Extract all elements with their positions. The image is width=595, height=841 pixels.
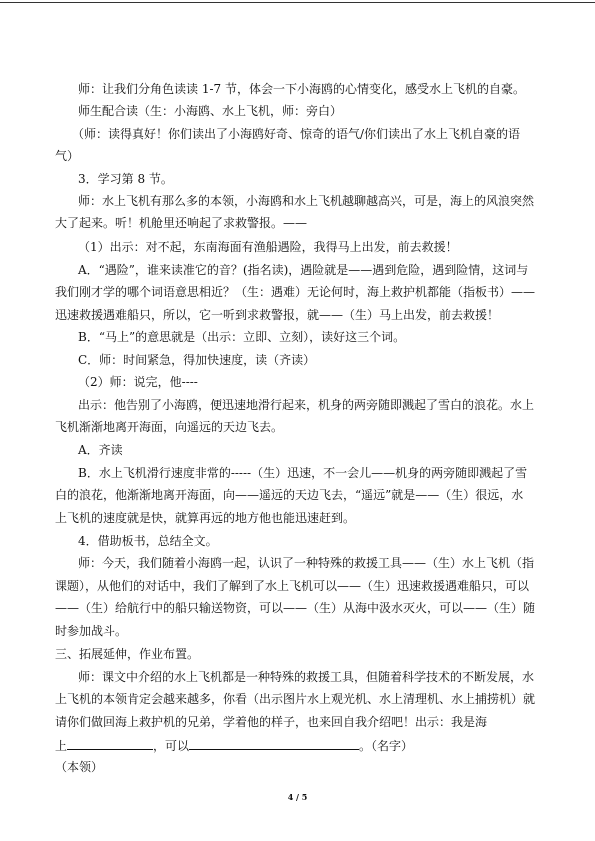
text-line: 师：课文中介绍的水上飞机都是一种特殊的救援工具，但随着科学技术的不断发展，水	[78, 670, 535, 684]
text-line: （本领）	[55, 760, 104, 774]
text-line: 4．借助板书，总结全文。	[78, 534, 218, 548]
text-line: ——（生）给航行中的船只输送物资，可以——（生）从海中汲水灭火，可以——（生）随	[55, 601, 536, 615]
text-line: 我们刚才学的哪个词语意思相近？（生：遇难）无论何时，海上救护机都能（指板书）——	[55, 285, 536, 299]
text-line: （2）师：说完，他----	[78, 375, 198, 389]
text-line: 迅速救援遇难船只，所以，它一听到求救警报，就——（生）马上出发，前去救援！	[55, 308, 500, 322]
text-line: 请你们做回海上救护机的兄弟，学着他的样子，也来回自我介绍吧！出示：我是海	[55, 715, 488, 729]
fill-in-line	[55, 737, 413, 753]
text-line: 上飞机的本领肯定会越来越多，你看（出示图片水上观光机、水上清理机、水上捕捞机）就	[55, 692, 536, 706]
fill-in-middle: ，可以	[153, 739, 190, 753]
text-line: 气）	[55, 149, 80, 163]
page-number: 4 / 5	[287, 792, 308, 802]
fill-in-prefix: 上	[55, 739, 68, 753]
text-line: 出示：他告别了小海鸥，便迅速地滑行起来，机身的两旁随即溅起了雪白的浪花。水上	[78, 398, 535, 412]
text-line: 大了起来。听！机舱里还响起了求救警报。——	[55, 216, 308, 230]
text-line: 白的浪花，他渐渐地离开海面，向——遥远的天边飞去，“遥远”就是——（生）很远，水	[55, 488, 524, 502]
text-line: 师生配合读（生：小海鸥、水上飞机，师：旁白）	[78, 104, 343, 118]
text-line: B．水上飞机滑行速度非常的-----（生）迅速，不一会儿——机身的两旁随即溅起了雪	[78, 466, 528, 480]
fill-in-suffix: 。（名字）	[359, 739, 414, 753]
name-blank	[67, 737, 153, 750]
text-line: （师：读得真好！你们读出了小海鸥好奇、惊奇的语气/你们读出了水上飞机自豪的语	[72, 127, 521, 141]
text-line: 师：让我们分角色读读 1-7 节，体会一下小海鸥的心情变化，感受水上飞机的自豪。	[78, 82, 525, 96]
text-line: 3．学习第 8 节。	[78, 172, 173, 186]
text-line: （1）出示：对不起，东南海面有渔船遇险，我得马上出发，前去救援！	[78, 240, 458, 254]
text-line: 上飞机的速度就是快，就算再远的地方他也能迅速赶到。	[55, 511, 356, 525]
text-line: 师：水上飞机有那么多的本领，小海鸥和水上飞机越聊越高兴，可是，海上的风浪突然	[78, 194, 535, 208]
text-line: C．师：时间紧急，得加快速度，读（齐读）	[78, 353, 316, 367]
ability-blank	[189, 737, 359, 750]
text-line: 课题），从他们的对话中，我们了解到了水上飞机可以——（生）迅速救援遇难船只，可以	[55, 579, 530, 593]
section-heading: 三、拓展延伸，作业布置。	[55, 647, 200, 661]
text-line: 飞机渐渐地离开海面，向遥远的天边飞去。	[55, 420, 284, 434]
text-line: B．“马上”的意思就是（出示：立即、立刻），读好这三个词。	[78, 330, 406, 344]
text-line: 时参加战斗。	[55, 624, 128, 638]
text-line: A．齐读	[78, 443, 123, 457]
text-line: A．“遇险”，谁来读准它的音？(指名读)，遇险就是——遇到危险，遇到险情，这词与	[78, 263, 529, 277]
text-line: 师：今天，我们随着小海鸥一起，认识了一种特殊的救援工具——（生）水上飞机（指	[78, 556, 535, 570]
